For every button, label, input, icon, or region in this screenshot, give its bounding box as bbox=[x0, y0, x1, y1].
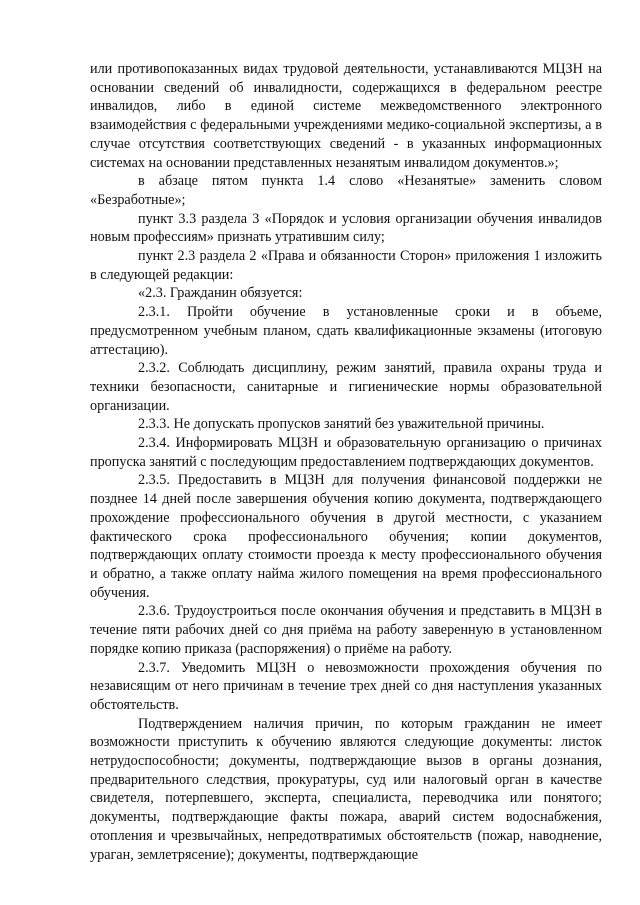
paragraph-6: 2.3.1. Пройти обучение в установленные сроки и в объеме, предусмотренном учебным планом, сдать квалификационные экзамены (итоговую аттестацию). bbox=[90, 304, 602, 358]
paragraph-1: или противопоказанных видах трудовой деятельности, устанавливаются МЦЗН на основании сведений об инвалидности, содержащихся в федеральном реестре инвалидов, либо в единой системе межведомственного электронного взаимодействия с федеральными учреждениями медико-социальной экспертизы, а в случае отсутствия соответствующих сведений - в указанных информационных системах на основании представленных незанятым инвалидом документов.»; bbox=[90, 61, 602, 171]
paragraph-8: 2.3.3. Не допускать пропусков занятий без уважительной причины. bbox=[138, 416, 545, 433]
paragraph-4: пункт 2.3 раздела 2 «Права и обязанности Сторон» приложения 1 изложить в следующей редакции: bbox=[90, 248, 602, 283]
paragraph-9: 2.3.4. Информировать МЦЗН и образовательную организацию о причинах пропуска занятий с последующим предоставлением подтверждающих документов. bbox=[90, 435, 602, 470]
document-page bbox=[90, 60, 602, 864]
paragraph-2: в абзаце пятом пункта 1.4 слово «Незанятые» заменить словом «Безработные»; bbox=[90, 173, 602, 208]
paragraph-7: 2.3.2. Соблюдать дисциплину, режим занятий, правила охраны труда и техники безопасности, санитарные и гигиенические нормы образовательной организации. bbox=[90, 360, 602, 414]
paragraph-5: «2.3. Гражданин обязуется: bbox=[138, 285, 303, 302]
paragraph-11: 2.3.6. Трудоустроиться после окончания обучения и представить в МЦЗН в течение пяти рабочих дней со дня приёма на работу заверенную в установленном порядке копию приказа (распоряжения) о приёме на работу. bbox=[90, 603, 602, 657]
paragraph-12: 2.3.7. Уведомить МЦЗН о невозможности прохождения обучения по независящим от него причинам в течение трех дней со дня наступления указанных обстоятельств. bbox=[90, 659, 602, 713]
paragraph-3: пункт 3.3 раздела 3 «Порядок и условия организации обучения инвалидов новым профессиям» признать утратившим силу; bbox=[90, 210, 602, 246]
paragraph-13: Подтверждением наличия причин, по которым гражданин не имеет возможности приступить к обучению являются следующие документы: листок нетрудоспособности; документы, подтверждающие вызов в органы дознания, предварительного следствия, прокуратуры, суд или налоговый орган в качестве свидетеля, потерпевшего, эксперта, специалиста, переводчика или понятого; документы, подтверждающие факты пожара, аварий систем водоснабжения, отопления и чрезвычайных, непредотвратимых обстоятельств (пожар, наводнение, ураган, землетрясение); документы, подтверждающие bbox=[90, 715, 602, 863]
paragraph-10: 2.3.5. Предоставить в МЦЗН для получения финансовой поддержки не позднее 14 дней после завершения обучения копию документа, подтверждающего прохождение профессионального обучения в другой местности, с указанием фактического срока профессионального обучения; копии документов, подтверждающих оплату стоимости проезда к месту профессионального обучения и обратно, а также оплату найма жилого помещения на время профессионального обучения. bbox=[90, 472, 602, 601]
